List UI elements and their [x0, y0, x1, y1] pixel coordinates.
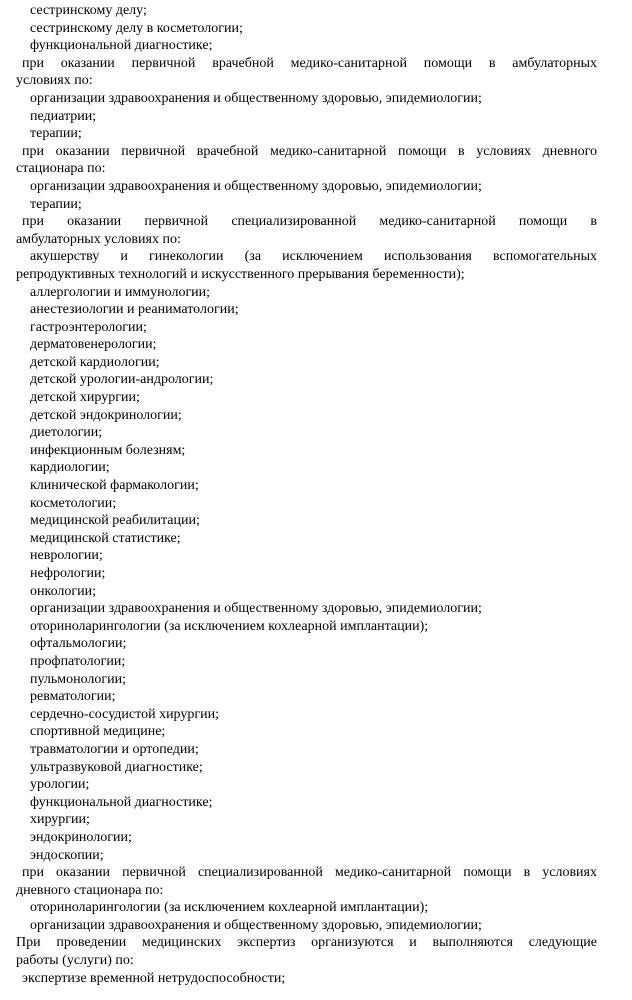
text-line: терапии;: [30, 196, 82, 212]
text-line: дерматовенерологии;: [30, 337, 157, 353]
text-line: стационара по:: [16, 161, 106, 177]
text-line: условиях по:: [16, 73, 93, 89]
text-line: работы (услуги) по:: [16, 953, 134, 969]
text-line: оториноларингологии (за исключением кохлеарной имплантации);: [30, 900, 429, 916]
text-line: гастроэнтерологии;: [30, 319, 147, 335]
text-line: при оказании первичной специализированной медико-санитарной помощи в: [22, 214, 597, 230]
text-line: офтальмологии;: [30, 636, 127, 652]
text-line: аллергологии и иммунологии;: [30, 284, 211, 300]
text-line: анестезиологии и реаниматологии;: [30, 302, 239, 318]
text-line: педиатрии;: [30, 108, 97, 124]
text-line: дневного стационара по:: [16, 882, 164, 898]
text-line: организации здравоохранения и общественному здоровью, эпидемиологии;: [30, 601, 482, 617]
text-line: детской урологии-андрологии;: [30, 372, 214, 388]
text-line: клинической фармакологии;: [30, 478, 199, 494]
text-line: экспертизе временной нетрудоспособности;: [22, 970, 286, 986]
text-line: сестринскому делу;: [30, 3, 147, 18]
text-line: при оказании первичной врачебной медико-санитарной помощи в амбулаторных: [22, 55, 597, 71]
text-line: нефрологии;: [30, 566, 106, 581]
text-line: медицинской реабилитации;: [30, 513, 200, 529]
text-line: ревматологии;: [30, 689, 116, 705]
text-line: диетологии;: [30, 425, 103, 441]
text-line: урологии;: [30, 777, 90, 793]
text-line: организации здравоохранения и общественному здоровью, эпидемиологии;: [30, 178, 482, 194]
text-line: хирургии;: [30, 812, 90, 828]
text-line: оториноларингологии (за исключением кохлеарной имплантации);: [30, 618, 429, 634]
text-line: сестринскому делу в косметологии;: [30, 20, 243, 36]
text-line: пульмонологии;: [30, 671, 127, 687]
text-line: организации здравоохранения и общественному здоровью, эпидемиологии;: [30, 917, 482, 933]
text-line: ультразвуковой диагностике;: [30, 759, 203, 775]
text-line: медицинской статистике;: [30, 530, 181, 546]
text-line: при оказании первичной специализированной медико-санитарной помощи в условиях: [22, 865, 597, 881]
text-line: При проведении медицинских экспертиз организуются и выполняются следующие: [16, 935, 597, 951]
text-line: детской кардиологии;: [30, 354, 160, 370]
text-line: профпатологии;: [30, 653, 126, 669]
text-line: при оказании первичной врачебной медико-санитарной помощи в условиях дневного: [22, 143, 597, 159]
document-text: [16, 2, 597, 987]
text-line: инфекционным болезням;: [30, 442, 186, 458]
text-line: функциональной диагностике;: [30, 794, 213, 810]
text-line: неврологии;: [30, 548, 103, 564]
text-line: репродуктивных технологий и искусственного прерывания беременности);: [16, 266, 465, 282]
text-line: эндокринологии;: [30, 829, 132, 845]
text-line: онкологии;: [30, 583, 97, 599]
text-line: акушерству и гинекологии (за исключением использования вспомогательных: [30, 249, 597, 265]
text-line: травматологии и ортопедии;: [30, 741, 199, 757]
text-line: функциональной диагностике;: [30, 38, 213, 54]
text-line: эндоскопии;: [30, 847, 104, 863]
text-line: детской эндокринологии;: [30, 407, 182, 423]
text-line: сердечно-сосудистой хирургии;: [30, 706, 219, 722]
text-line: кардиологии;: [30, 460, 110, 476]
text-line: амбулаторных условиях по:: [16, 231, 181, 247]
text-line: организации здравоохранения и общественному здоровью, эпидемиологии;: [30, 90, 482, 106]
text-line: детской хирургии;: [30, 390, 140, 406]
text-line: косметологии;: [30, 495, 117, 511]
text-line: спортивной медицине;: [30, 724, 166, 740]
text-line: терапии;: [30, 126, 82, 142]
